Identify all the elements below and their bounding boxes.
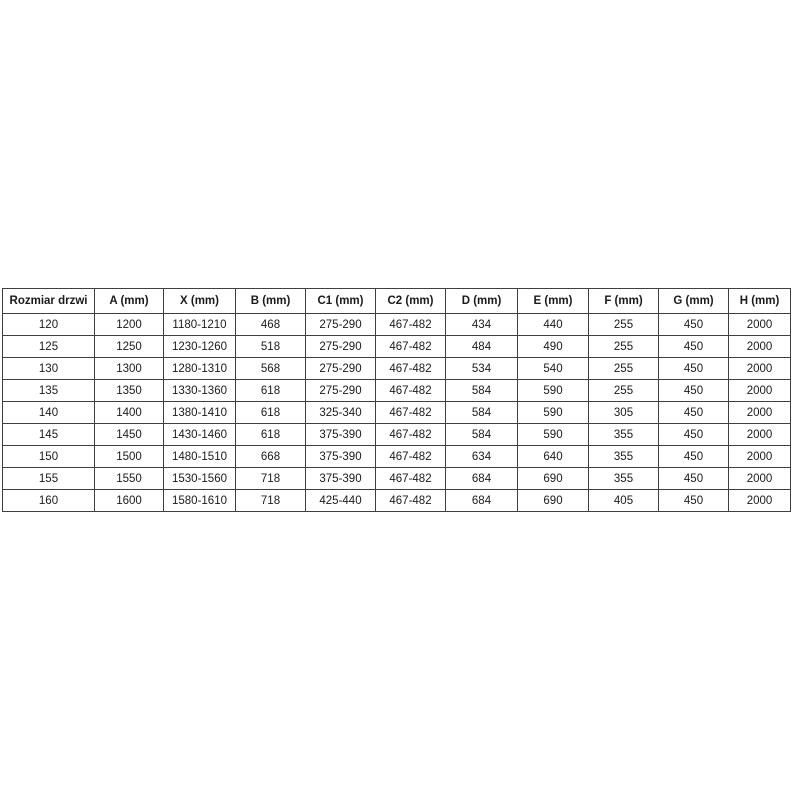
table-cell: 450 [659, 402, 729, 424]
header-cell: C1 (mm) [306, 289, 376, 314]
table-row [3, 402, 791, 424]
table-cell: 450 [659, 468, 729, 490]
table-cell: 135 [3, 380, 95, 402]
table-row [3, 490, 791, 512]
table-cell: 325-340 [306, 402, 376, 424]
table-cell: 490 [518, 336, 589, 358]
header-cell: C2 (mm) [376, 289, 446, 314]
table-cell: 1250 [95, 336, 164, 358]
table-cell: 255 [589, 314, 659, 336]
table-cell: 155 [3, 468, 95, 490]
table-row [3, 468, 791, 490]
table-cell: 1230-1260 [164, 336, 236, 358]
table-cell: 467-482 [376, 424, 446, 446]
table-cell: 1480-1510 [164, 446, 236, 468]
table-cell: 467-482 [376, 490, 446, 512]
table-cell: 1530-1560 [164, 468, 236, 490]
table-header [3, 289, 791, 314]
header-cell: Rozmiar drzwi [3, 289, 95, 314]
table-cell: 467-482 [376, 468, 446, 490]
table-cell: 140 [3, 402, 95, 424]
table-cell: 160 [3, 490, 95, 512]
table-cell: 484 [446, 336, 518, 358]
table-cell: 1550 [95, 468, 164, 490]
table-cell: 375-390 [306, 468, 376, 490]
table-cell: 468 [236, 314, 306, 336]
header-row [3, 289, 791, 314]
table-cell: 405 [589, 490, 659, 512]
table-cell: 590 [518, 424, 589, 446]
table-cell: 467-482 [376, 402, 446, 424]
table-row [3, 358, 791, 380]
table-cell: 1600 [95, 490, 164, 512]
header-cell: X (mm) [164, 289, 236, 314]
table-cell: 518 [236, 336, 306, 358]
table-body [3, 314, 791, 512]
table-cell: 145 [3, 424, 95, 446]
table-cell: 275-290 [306, 358, 376, 380]
table-cell: 1180-1210 [164, 314, 236, 336]
table-cell: 450 [659, 358, 729, 380]
table-cell: 305 [589, 402, 659, 424]
table-cell: 2000 [729, 490, 791, 512]
table-cell: 1200 [95, 314, 164, 336]
table-cell: 584 [446, 402, 518, 424]
table-cell: 2000 [729, 424, 791, 446]
table-cell: 634 [446, 446, 518, 468]
table-cell: 690 [518, 490, 589, 512]
table-cell: 450 [659, 490, 729, 512]
table-cell: 618 [236, 424, 306, 446]
table-cell: 1500 [95, 446, 164, 468]
table-cell: 467-482 [376, 358, 446, 380]
table-cell: 590 [518, 380, 589, 402]
table-cell: 1280-1310 [164, 358, 236, 380]
table-cell: 568 [236, 358, 306, 380]
table-cell: 120 [3, 314, 95, 336]
table-cell: 355 [589, 424, 659, 446]
table-cell: 590 [518, 402, 589, 424]
header-cell: H (mm) [729, 289, 791, 314]
table-cell: 1450 [95, 424, 164, 446]
table-row [3, 424, 791, 446]
table-row [3, 380, 791, 402]
table-cell: 618 [236, 402, 306, 424]
table-cell: 690 [518, 468, 589, 490]
table-row [3, 314, 791, 336]
table-cell: 584 [446, 380, 518, 402]
table-cell: 668 [236, 446, 306, 468]
table-cell: 355 [589, 468, 659, 490]
table-cell: 467-482 [376, 314, 446, 336]
table-cell: 375-390 [306, 446, 376, 468]
table-cell: 150 [3, 446, 95, 468]
table-cell: 534 [446, 358, 518, 380]
table-cell: 1400 [95, 402, 164, 424]
table-cell: 434 [446, 314, 518, 336]
header-cell: A (mm) [95, 289, 164, 314]
table-cell: 1430-1460 [164, 424, 236, 446]
table-cell: 2000 [729, 402, 791, 424]
table-cell: 2000 [729, 336, 791, 358]
table-cell: 450 [659, 336, 729, 358]
table-cell: 2000 [729, 446, 791, 468]
door-size-spec-table [2, 288, 791, 512]
table-cell: 275-290 [306, 314, 376, 336]
table-cell: 684 [446, 490, 518, 512]
table-cell: 2000 [729, 358, 791, 380]
table-cell: 440 [518, 314, 589, 336]
table-cell: 355 [589, 446, 659, 468]
table-cell: 2000 [729, 314, 791, 336]
table-cell: 467-482 [376, 336, 446, 358]
header-cell: D (mm) [446, 289, 518, 314]
table-cell: 255 [589, 358, 659, 380]
table-cell: 1380-1410 [164, 402, 236, 424]
table-cell: 1330-1360 [164, 380, 236, 402]
table-cell: 255 [589, 336, 659, 358]
table-cell: 450 [659, 380, 729, 402]
table-cell: 1300 [95, 358, 164, 380]
table-cell: 275-290 [306, 336, 376, 358]
table-cell: 540 [518, 358, 589, 380]
table-cell: 450 [659, 446, 729, 468]
table-cell: 618 [236, 380, 306, 402]
table-cell: 467-482 [376, 380, 446, 402]
table-cell: 718 [236, 490, 306, 512]
table-cell: 125 [3, 336, 95, 358]
table-cell: 255 [589, 380, 659, 402]
header-cell: G (mm) [659, 289, 729, 314]
table-cell: 450 [659, 424, 729, 446]
table-row [3, 336, 791, 358]
table-cell: 1580-1610 [164, 490, 236, 512]
table-cell: 684 [446, 468, 518, 490]
table-cell: 130 [3, 358, 95, 380]
table-cell: 450 [659, 314, 729, 336]
table-cell: 467-482 [376, 446, 446, 468]
table-cell: 2000 [729, 380, 791, 402]
table-cell: 2000 [729, 468, 791, 490]
header-cell: B (mm) [236, 289, 306, 314]
table-cell: 718 [236, 468, 306, 490]
table-cell: 1350 [95, 380, 164, 402]
door-size-spec-table-container [2, 288, 791, 512]
table-cell: 375-390 [306, 424, 376, 446]
header-cell: F (mm) [589, 289, 659, 314]
table-cell: 275-290 [306, 380, 376, 402]
table-cell: 584 [446, 424, 518, 446]
header-cell: E (mm) [518, 289, 589, 314]
table-cell: 425-440 [306, 490, 376, 512]
table-row [3, 446, 791, 468]
table-cell: 640 [518, 446, 589, 468]
